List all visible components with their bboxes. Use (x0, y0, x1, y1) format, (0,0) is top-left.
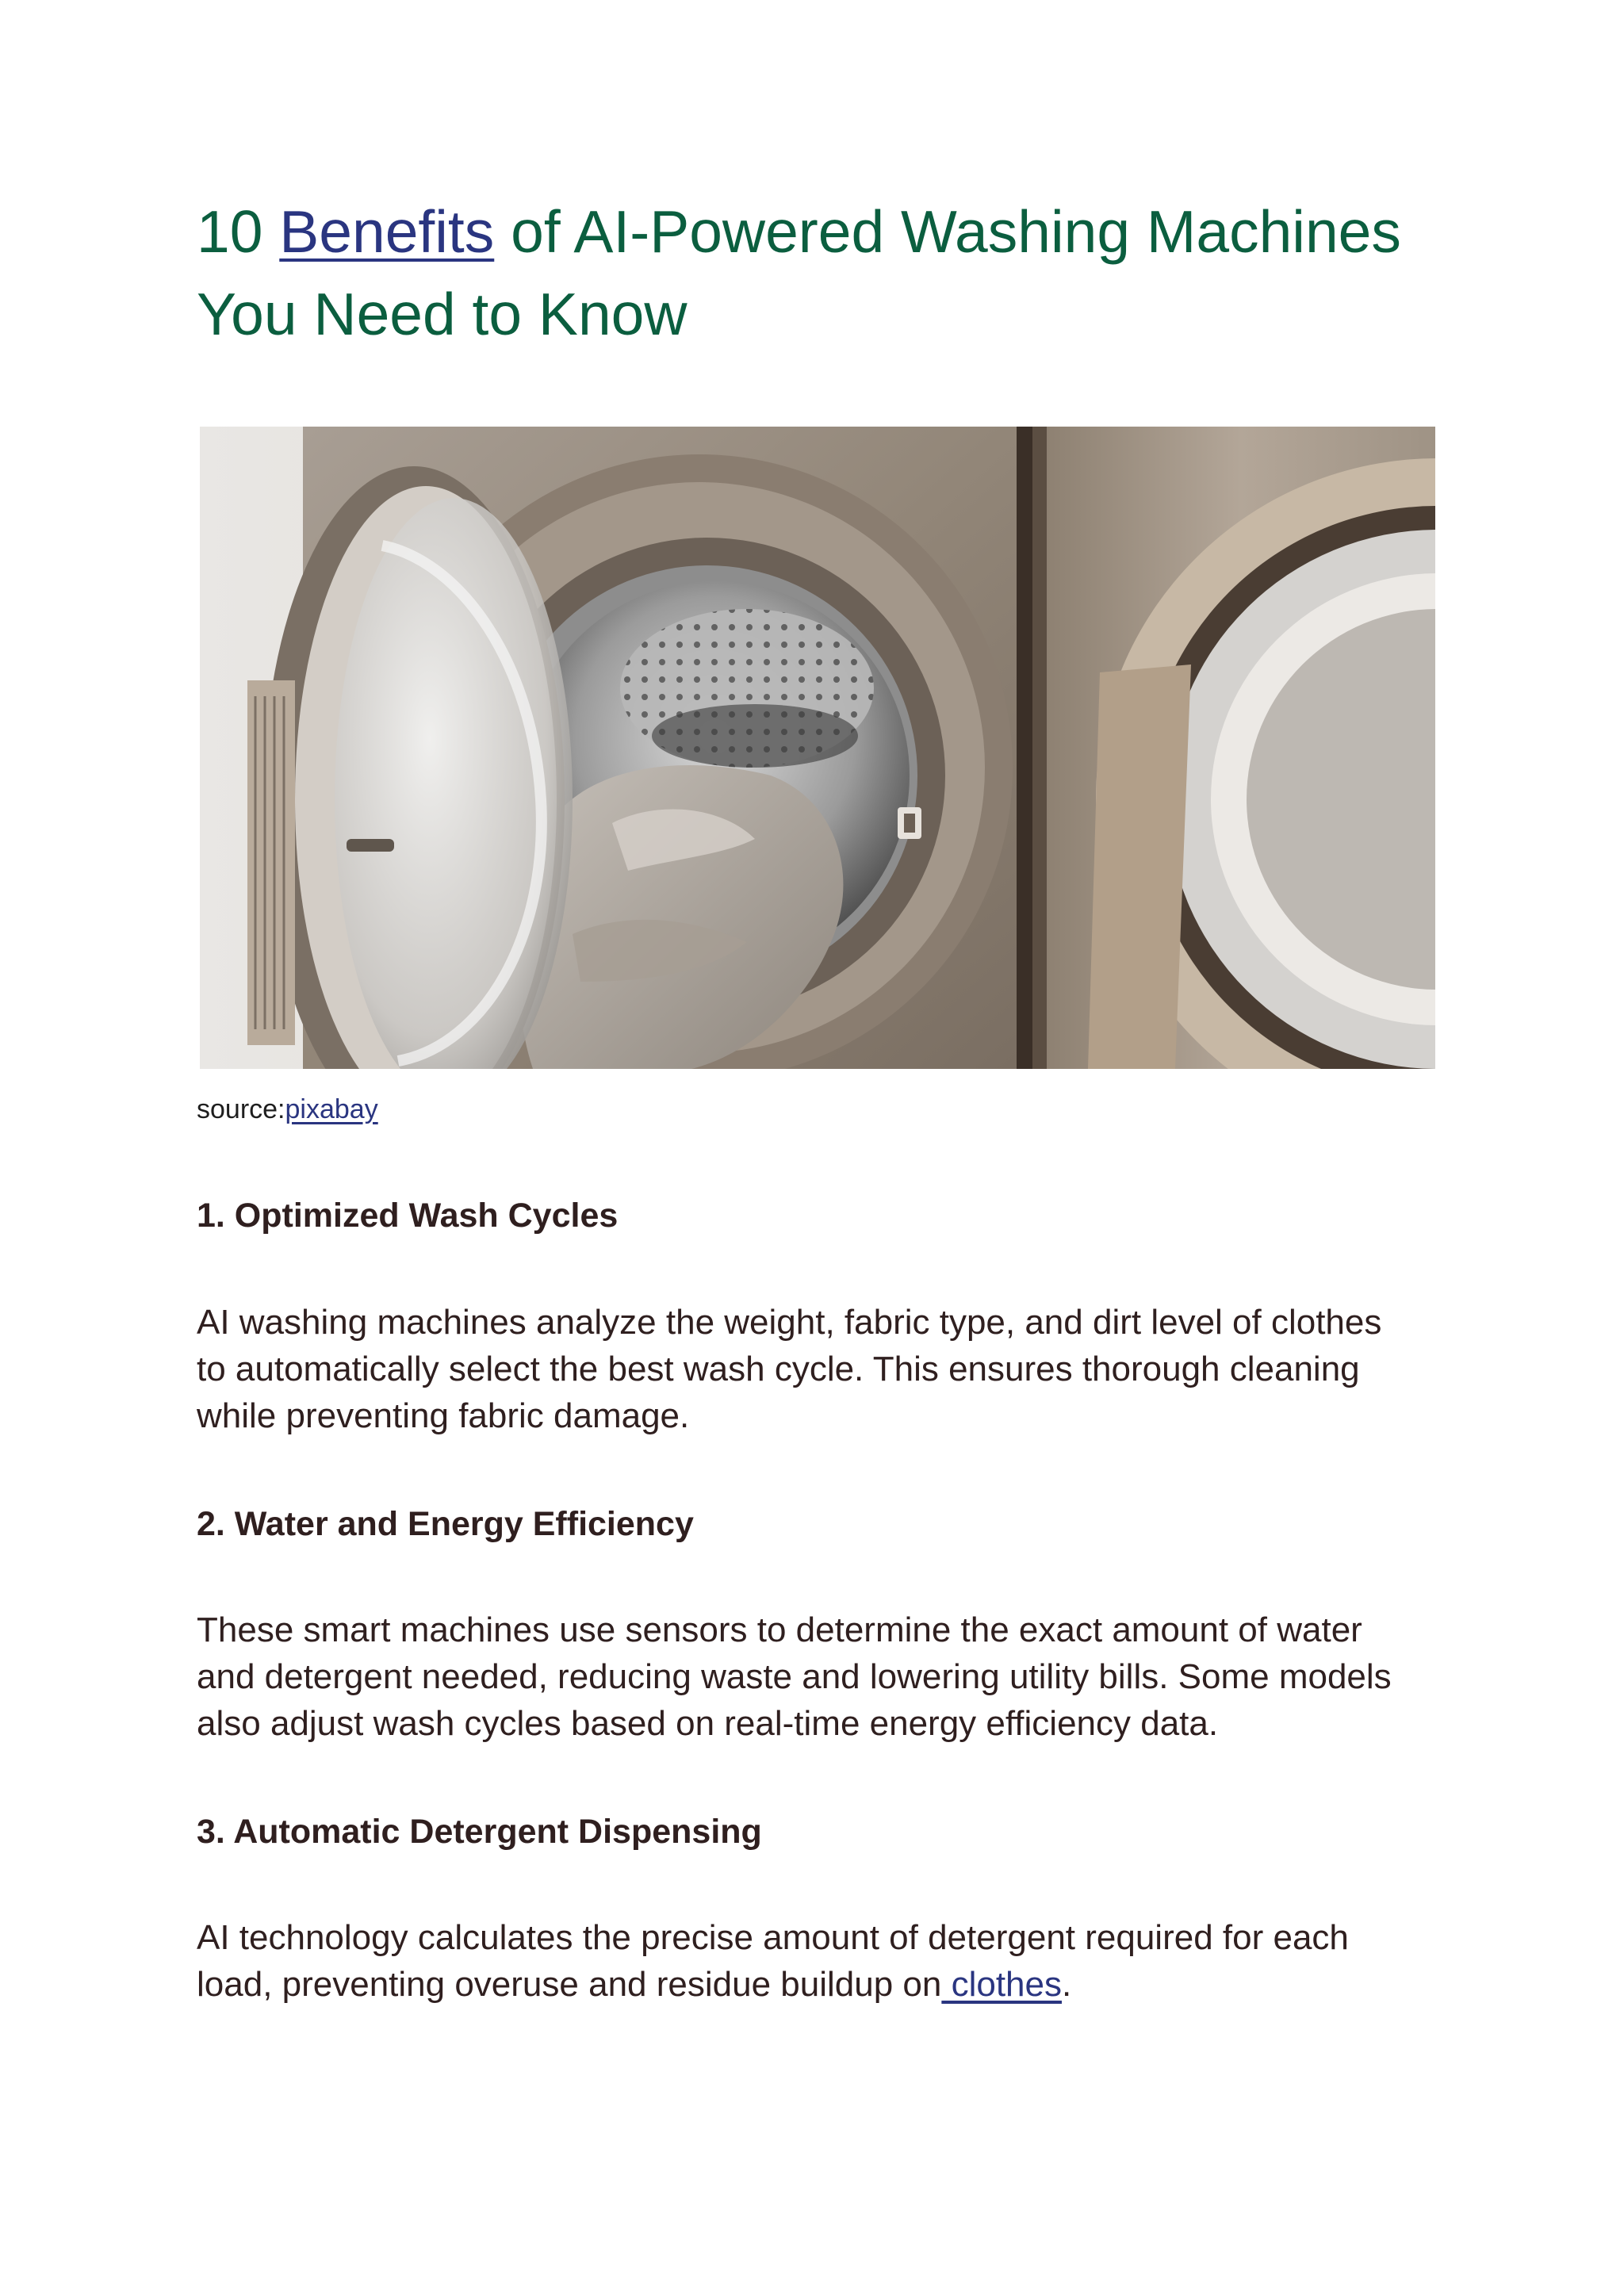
title-line1-rest: of AI-Powered Washing Machines (494, 198, 1401, 265)
pixabay-link[interactable]: pixabay (285, 1094, 378, 1124)
paragraph-line: while preventing fabric damage. (197, 1396, 690, 1435)
title-prefix: 10 (197, 198, 280, 265)
washing-machine-photo (200, 427, 1435, 1069)
clothes-link[interactable]: clothes (941, 1965, 1062, 2004)
section-heading-1: 1. Optimized Wash Cycles (197, 1197, 619, 1235)
image-source-caption (197, 1092, 378, 1127)
section-paragraph-1 (197, 1299, 1450, 1439)
paragraph-line: These smart machines use sensors to determine the exact amount of water (197, 1610, 1362, 1649)
title-line2: You Need to Know (197, 281, 688, 347)
section-heading-3: 3. Automatic Detergent Dispensing (197, 1813, 762, 1851)
paragraph-end-punctuation: . (1061, 1965, 1072, 2004)
section-paragraph-2 (197, 1607, 1450, 1747)
paragraph-line: also adjust wash cycles based on real-time energy efficiency data. (197, 1704, 1219, 1743)
paragraph-line: to automatically select the best wash cycle. This ensures thorough cleaning (197, 1350, 1360, 1388)
paragraph-line: AI technology calculates the precise amount of detergent required for each (197, 1918, 1349, 1957)
section-heading-2: 2. Water and Energy Efficiency (197, 1505, 694, 1543)
paragraph-line: load, preventing overuse and residue buildup on (197, 1965, 942, 2004)
paragraph-line: AI washing machines analyze the weight, fabric type, and dirt level of clothes (197, 1303, 1382, 1342)
paragraph-line: and detergent needed, reducing waste and lowering utility bills. Some models (197, 1657, 1392, 1696)
section-paragraph-3 (197, 1914, 1450, 2008)
page-title (197, 190, 1450, 355)
benefits-link[interactable]: Benefits (279, 198, 495, 265)
source-label: source: (197, 1094, 285, 1124)
